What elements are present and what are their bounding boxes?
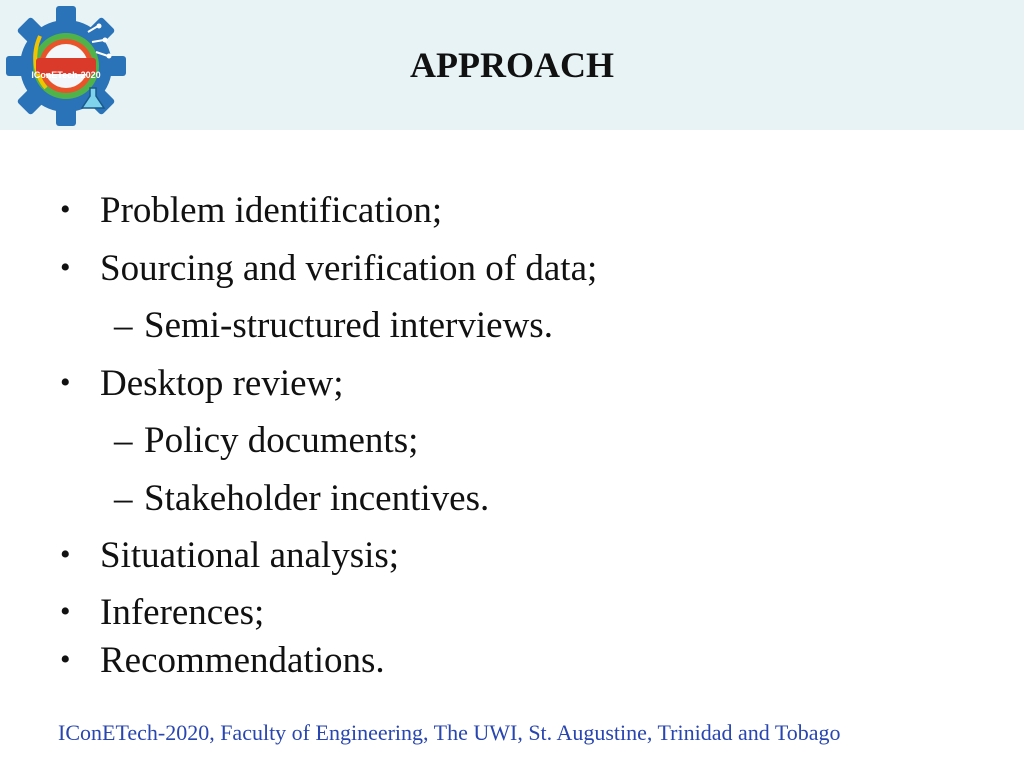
slide-title: APPROACH	[410, 45, 614, 85]
bullet-marker: •	[60, 366, 71, 399]
bullet-text: Inferences;	[100, 592, 265, 633]
dash-marker: –	[114, 478, 133, 519]
bullet-text: Desktop review;	[100, 363, 344, 404]
bullet-text: Recommendations.	[100, 640, 385, 681]
bullet-text: Sourcing and verification of data;	[100, 248, 598, 289]
bullet-marker: •	[60, 538, 71, 571]
bullet-item	[60, 363, 344, 404]
bullet-text: Semi-structured interviews.	[144, 305, 553, 346]
bullet-item	[60, 592, 265, 633]
sub-bullet-item	[114, 305, 553, 346]
bullet-item	[60, 190, 443, 231]
bullet-text: Stakeholder incentives.	[144, 478, 490, 519]
dash-marker: –	[114, 305, 133, 346]
bullet-item	[60, 535, 400, 576]
sub-bullet-item	[114, 478, 490, 519]
logo-text: IConETech-2020	[31, 70, 101, 80]
dash-marker: –	[114, 420, 133, 461]
bullet-item	[60, 248, 598, 289]
bullet-item	[60, 640, 385, 681]
bullet-text: Policy documents;	[144, 420, 419, 461]
bullet-marker: •	[60, 193, 71, 226]
bullet-marker: •	[60, 643, 71, 676]
sub-bullet-item	[114, 420, 419, 461]
slide-footer: IConETech-2020, Faculty of Engineering, The UWI, St. Augustine, Trinidad and Tobago	[58, 720, 841, 745]
bullet-text: Situational analysis;	[100, 535, 400, 576]
bullet-marker: •	[60, 595, 71, 628]
bullet-text: Problem identification;	[100, 190, 443, 231]
bullet-marker: •	[60, 251, 71, 284]
